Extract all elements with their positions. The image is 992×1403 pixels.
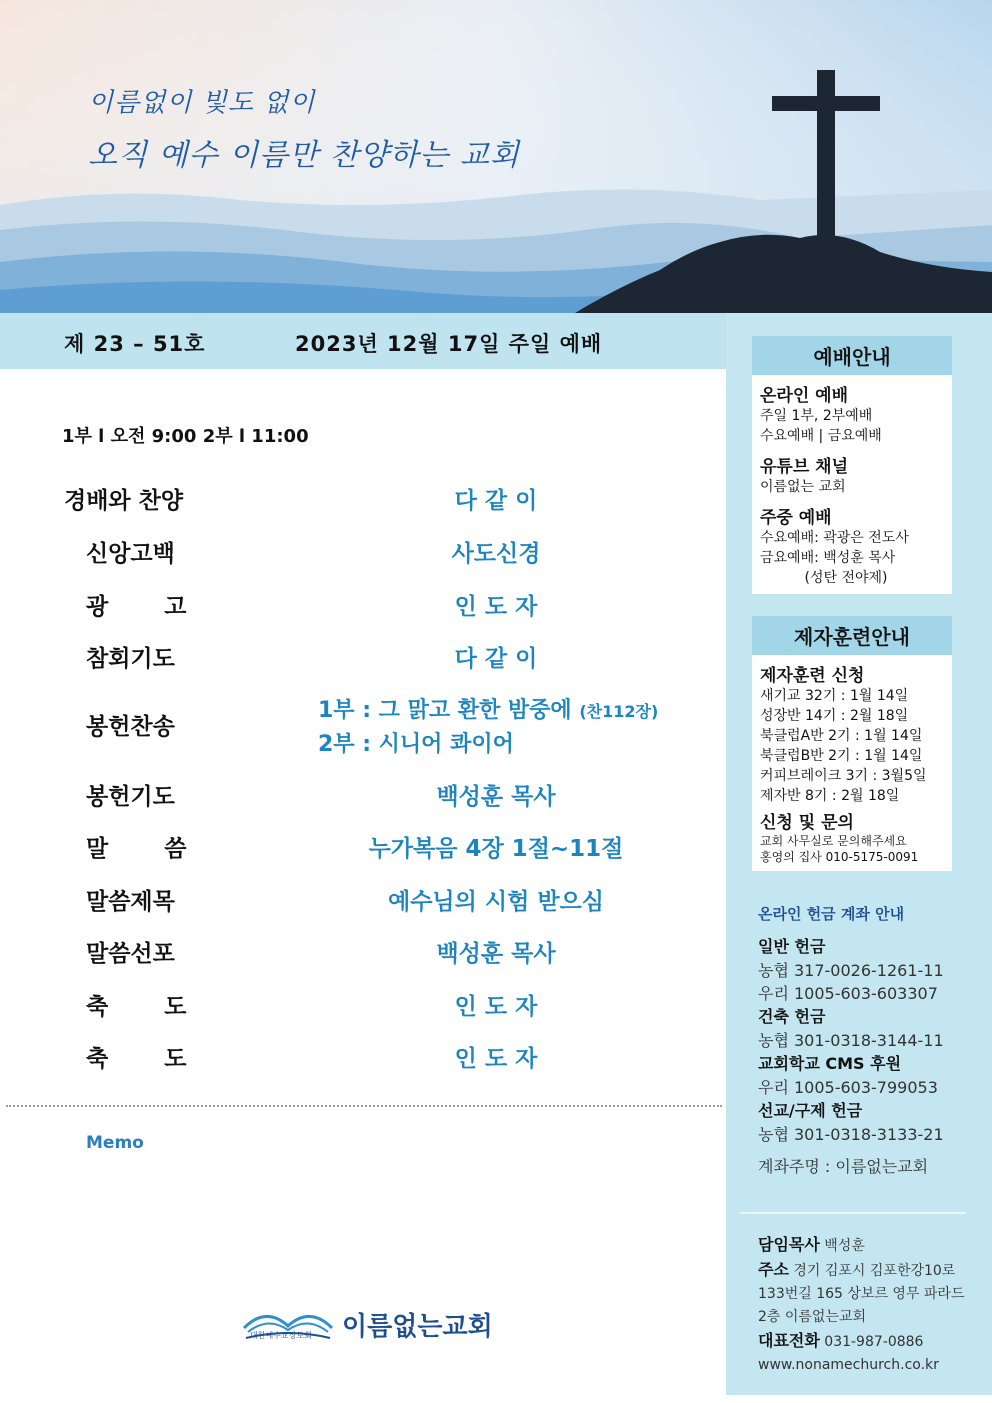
pastor-line <box>758 1233 984 1258</box>
offering-hymn-1-text: 1부 : 그 맑고 환한 밤중에 <box>318 698 572 723</box>
order-value: 인 도 자 <box>454 994 538 1020</box>
logo-subtitle: 대한예수교장로회 <box>250 1331 312 1340</box>
weekday-worship-line: 금요예배: 백성훈 목사 <box>760 550 896 566</box>
order-label: 광 고 <box>86 594 187 620</box>
training-apply-head: 제자훈련 신청 <box>760 666 865 686</box>
offering-account-list <box>758 935 978 1177</box>
worship-info-box <box>752 336 952 594</box>
address-label: 주소 <box>758 1260 789 1279</box>
offering-hymn-2: 2부 : 시니어 콰이어 <box>318 732 514 757</box>
training-line: 새기교 32기 : 1월 14일 <box>760 688 909 704</box>
order-label: 말씀제목 <box>86 889 175 915</box>
order-value: 예수님의 시험 받으심 <box>388 889 604 915</box>
offering-hymn-1 <box>318 693 658 724</box>
youtube-head: 유튜브 채널 <box>760 457 849 477</box>
worship-info-title: 예배안내 <box>752 336 952 375</box>
issue-number: 제 23 – 51호 <box>64 332 206 356</box>
online-worship-head: 온라인 예배 <box>760 386 849 406</box>
order-label: 말 씀 <box>86 836 187 862</box>
training-line: 북클럽A반 2기 : 1월 14일 <box>760 728 923 744</box>
sidebar <box>726 313 992 1395</box>
sidebar-divider <box>740 1212 966 1214</box>
offering-account: 우리 1005-603-603307 <box>758 984 938 1003</box>
church-logo <box>238 1298 518 1346</box>
order-label: 경배와 찬양 <box>64 488 184 514</box>
training-info-title: 제자훈련안내 <box>752 616 952 655</box>
address-2: 133번길 165 상보르 영무 파라드 <box>758 1286 965 1302</box>
offering-group-head: 교회학교 CMS 후원 <box>758 1054 902 1073</box>
phone-line <box>758 1329 984 1354</box>
offering-group-head: 선교/구제 헌금 <box>758 1101 863 1120</box>
training-line: 북클럽B반 2기 : 1월 14일 <box>760 748 923 764</box>
order-value: 사도신경 <box>451 541 541 567</box>
order-label: 참회기도 <box>86 646 175 672</box>
address-3: 2층 이름없는교회 <box>758 1309 867 1325</box>
offering-group-head: 건축 헌금 <box>758 1007 826 1026</box>
pastor-name: 백성훈 <box>824 1238 865 1254</box>
offering-account: 우리 1005-603-799053 <box>758 1078 938 1097</box>
order-value: 백성훈 목사 <box>436 941 556 967</box>
website[interactable]: www.nonamechurch.co.kr <box>758 1357 939 1373</box>
training-line: 성장반 14기 : 2월 18일 <box>760 708 909 724</box>
order-label: 봉헌찬송 <box>86 714 175 740</box>
online-worship-line: 주일 1부, 2부예배 <box>760 408 873 424</box>
offering-group-head: 일반 헌금 <box>758 937 826 956</box>
issue-date: 2023년 12월 17일 주일 예배 <box>295 332 603 356</box>
order-value: 인 도 자 <box>454 594 538 620</box>
order-value: 다 같 이 <box>454 646 538 672</box>
logo-name: 이름없는교회 <box>342 1312 493 1342</box>
order-value: 누가복음 4장 1절~11절 <box>368 836 624 862</box>
order-label: 말씀선포 <box>86 941 175 967</box>
youtube-line: 이름없는 교회 <box>760 479 846 495</box>
offering-hymn-note: (찬112장) <box>579 702 659 721</box>
order-value: 다 같 이 <box>454 488 538 514</box>
training-line: 커피브레이크 3기 : 3월5일 <box>760 768 927 784</box>
address-line <box>758 1258 984 1283</box>
slogan-line-2: 오직 예수 이름만 찬양하는 교회 <box>88 138 520 173</box>
online-offering-title: 온라인 헌금 계좌 안내 <box>758 905 905 923</box>
slogan-line-1: 이름없이 빛도 없이 <box>88 88 316 118</box>
training-info-box <box>752 616 952 871</box>
phone-number: 031-987-0886 <box>824 1334 924 1350</box>
account-holder: 계좌주명 : 이름없는교회 <box>758 1157 929 1176</box>
offering-account: 농협 301-0318-3144-11 <box>758 1031 944 1050</box>
address-1: 경기 김포시 김포한강10로 <box>793 1263 956 1279</box>
hero-banner <box>0 0 992 313</box>
order-value: 인 도 자 <box>454 1046 538 1072</box>
order-label: 신앙고백 <box>86 541 175 567</box>
weekday-worship-head: 주중 예배 <box>760 508 832 528</box>
offering-account: 농협 301-0318-3133-21 <box>758 1125 944 1144</box>
phone-label: 대표전화 <box>758 1331 820 1350</box>
weekday-worship-line: (성탄 전야제) <box>760 570 888 586</box>
training-contact-line: 홍영의 집사 010-5175-0091 <box>760 850 919 864</box>
offering-account: 농협 317-0026-1261-11 <box>758 961 944 980</box>
order-label: 봉헌기도 <box>86 784 175 810</box>
training-contact-head: 신청 및 문의 <box>760 813 854 833</box>
issue-bar <box>0 313 726 369</box>
order-label: 축 도 <box>86 1046 187 1072</box>
online-worship-line: 수요예배 | 금요예배 <box>760 428 882 444</box>
service-time: 1부 l 오전 9:00 2부 l 11:00 <box>62 426 309 447</box>
memo-label: Memo <box>86 1133 144 1153</box>
church-info <box>758 1233 984 1377</box>
training-line: 제자반 8기 : 2월 18일 <box>760 788 900 804</box>
dotted-divider <box>6 1105 722 1107</box>
pastor-label: 담임목사 <box>758 1235 820 1254</box>
order-label: 축 도 <box>86 994 187 1020</box>
order-value: 백성훈 목사 <box>436 784 556 810</box>
training-contact-line: 교회 사무실로 문의해주세요 <box>760 834 907 848</box>
weekday-worship-line: 수요예배: 곽광은 전도사 <box>760 530 909 546</box>
